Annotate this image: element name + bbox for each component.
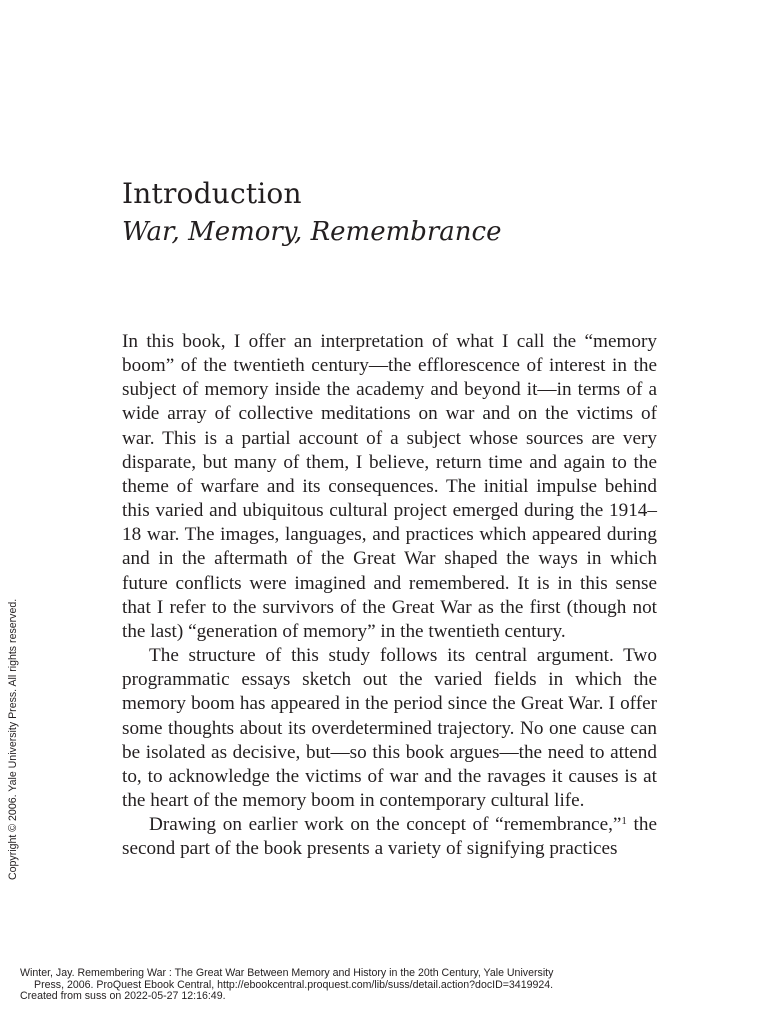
citation-line-2: Press, 2006. ProQuest Ebook Central, http://ebookcentral.proquest.com/lib/suss/detail.action?docID=3419924. <box>34 978 554 991</box>
citation-line-3: Created from suss on 2022-05-27 12:16:49. <box>20 990 226 1002</box>
paragraph-3-text-start: Drawing on earlier work on the concept of “remembrance,” <box>149 814 622 836</box>
paragraph-3-text-end: the second part of the book presents a variety of signifying practices <box>122 814 657 860</box>
chapter-title: Introduction <box>122 177 302 210</box>
body-text <box>122 330 657 861</box>
citation-line-1: Winter, Jay. Remembering War : The Great War Between Memory and History in the 20th Century, Yale University <box>20 967 554 979</box>
footnote-marker[interactable]: 1 <box>621 815 627 828</box>
chapter-subtitle: War, Memory, Remembrance <box>122 217 502 247</box>
paragraph-1: In this book, I offer an interpretation of what I call the “memory boom” of the twentieth century—the efflorescence of interest in the subject of memory inside the academy and beyond it—in terms of a wide array of collective meditations on war and on the victims of war. This is a partial account of a subject whose sources are very disparate, but many of them, I believe, return time and again to the theme of warfare and its consequences. The initial impulse behind this varied and ubiquitous cultural project emerged during the 1914–18 war. The images, languages, and practices which appeared during and in the aftermath of the Great War shaped the ways in which future conflicts were imagined and remembered. It is in this sense that I refer to the survivors of the Great War as the first (though not the last) “generation of memory” in the twentieth century. <box>122 331 657 642</box>
paragraph-3 <box>122 813 657 861</box>
copyright-notice: Copyright © 2006. Yale University Press. All rights reserved. <box>7 598 19 880</box>
citation-footer <box>20 968 760 1003</box>
paragraph-2: The structure of this study follows its central argument. Two programmatic essays sketch out the varied fields in which the memory boom has appeared in the period since the Great War. I offer some thoughts about its overdetermined trajectory. No one cause can be isolated as decisive, but—so this book argues—the need to attend to, to acknowledge the victims of war and the ravages it causes is at the heart of the memory boom in contemporary cultural life. <box>122 645 657 811</box>
